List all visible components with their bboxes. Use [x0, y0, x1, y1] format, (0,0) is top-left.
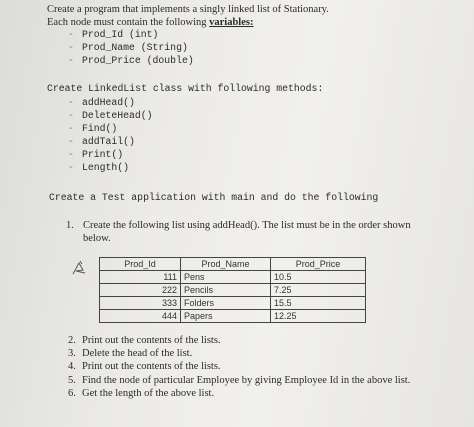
- cell-prod-id: 444: [100, 310, 181, 323]
- table-row: [100, 310, 366, 323]
- step-text: Print out the contents of the lists.: [82, 361, 221, 373]
- intro-line-1: Create a program that implements a singly linked list of Stationary.: [47, 4, 329, 15]
- cell-prod-name: Folders: [181, 297, 271, 310]
- variables-keyword: variables:: [209, 17, 254, 28]
- step-1-number: 1.: [66, 220, 74, 231]
- header-prod-price: Prod_Price: [271, 258, 366, 271]
- list-item: [68, 374, 411, 387]
- table-row: [100, 284, 366, 297]
- method-item: - addTail(): [82, 135, 153, 148]
- cell-prod-name: Papers: [181, 310, 271, 323]
- step-number: 3.: [68, 348, 76, 360]
- method-item: - Print(): [82, 148, 153, 161]
- step-1-line-1: Create the following list using addHead(). The list must be in the order shown: [83, 220, 411, 231]
- methods-list: [82, 96, 153, 174]
- header-prod-name: Prod_Name: [181, 258, 271, 271]
- cell-prod-name: Pencils: [181, 284, 271, 297]
- intro-line-2: [47, 17, 253, 28]
- step-1-line-2: below.: [83, 233, 111, 244]
- method-item: - Length(): [82, 161, 153, 174]
- cell-prod-name: Pens: [181, 271, 271, 284]
- variable-item: - Prod_Id (int): [82, 28, 194, 41]
- list-item: [68, 347, 410, 360]
- list-item: [68, 334, 410, 347]
- pen-scribble-icon: [70, 259, 88, 277]
- header-prod-id: Prod_Id: [100, 258, 181, 271]
- variable-item: - Prod_Price (double): [82, 54, 194, 67]
- cell-prod-id: 111: [100, 271, 181, 284]
- cell-prod-price: 10.5: [271, 271, 366, 284]
- cell-prod-price: 7.25: [271, 284, 366, 297]
- cell-prod-price: 15.5: [271, 297, 366, 310]
- step-number: 5.: [68, 374, 76, 386]
- table-row: [100, 271, 366, 284]
- method-item: - addHead(): [82, 96, 153, 109]
- step-text: Delete the head of the list.: [82, 348, 193, 360]
- product-table: [99, 257, 366, 323]
- table-header-row: [100, 258, 366, 271]
- step-text: Get the length of the above list.: [82, 387, 215, 399]
- cell-prod-id: 333: [100, 297, 181, 310]
- table-row: [100, 297, 366, 310]
- step-number: 4.: [68, 361, 76, 373]
- step-number: 2.: [68, 335, 76, 346]
- step-number: 6.: [68, 387, 76, 399]
- variables-list: [82, 28, 194, 67]
- cell-prod-id: 222: [100, 284, 181, 297]
- variable-item: - Prod_Name (String): [82, 41, 194, 54]
- steps-list: [68, 334, 411, 400]
- step-text: Find the node of particular Employee by giving Employee Id in the above list.: [82, 374, 411, 386]
- method-item: - DeleteHead(): [82, 109, 153, 122]
- test-app-heading: Create a Test application with main and do the following: [49, 192, 379, 203]
- list-item: [68, 387, 410, 400]
- intro-line-2-prefix: Each node must contain the following: [47, 17, 210, 28]
- list-item: [68, 360, 410, 373]
- linkedlist-heading: Create LinkedList class with following methods:: [47, 83, 324, 94]
- step-text: Print out the contents of the lists.: [82, 335, 221, 346]
- cell-prod-price: 12.25: [271, 310, 366, 323]
- method-item: - Find(): [82, 122, 153, 135]
